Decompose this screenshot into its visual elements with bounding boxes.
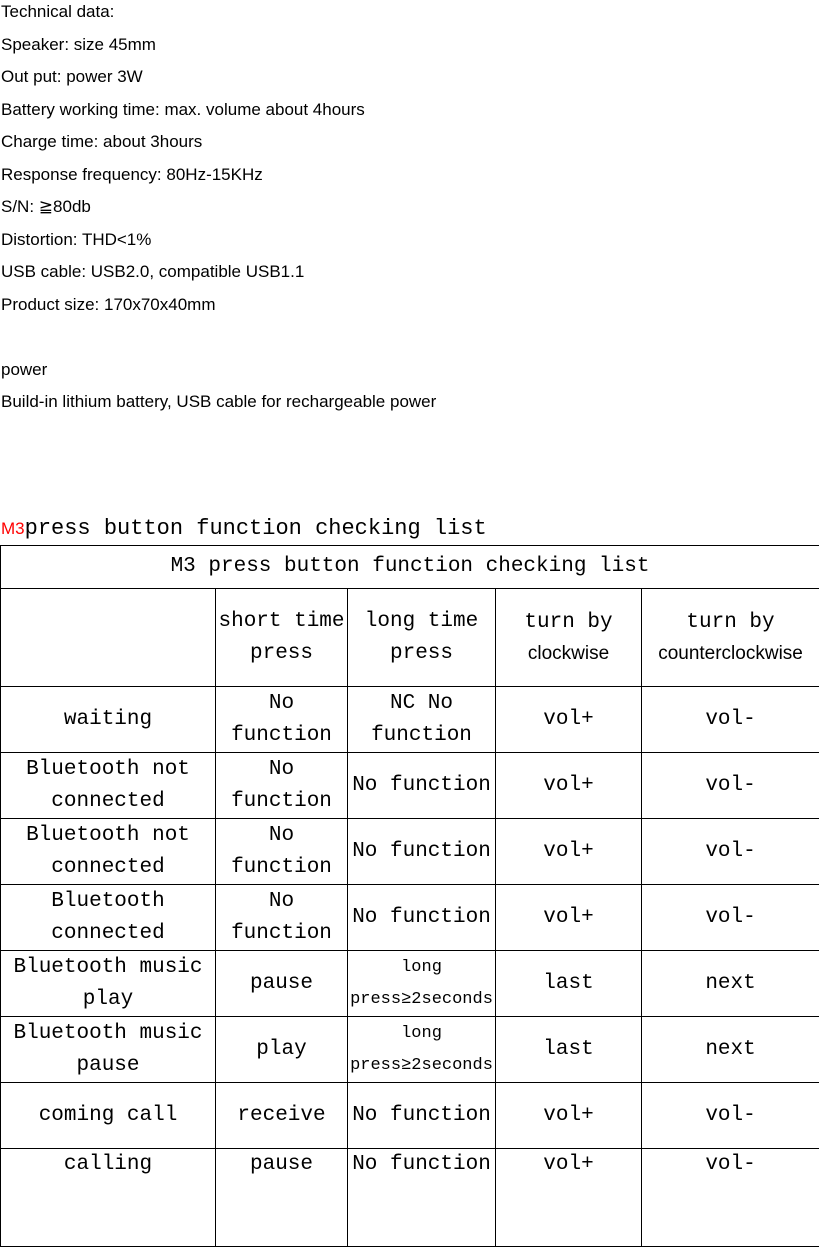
- cell-counterclockwise: next: [642, 1017, 819, 1083]
- cell-clockwise: vol+: [496, 687, 642, 753]
- cell-short-press: pause: [216, 951, 348, 1017]
- cell-clockwise: vol+: [496, 753, 642, 819]
- header-state: [1, 589, 216, 687]
- cell-clockwise: vol+: [496, 1083, 642, 1149]
- table-row: [1, 1017, 819, 1083]
- header-clockwise-line1: turn by: [524, 610, 613, 634]
- cell-clockwise: vol+: [496, 819, 642, 885]
- table-row: [1, 951, 819, 1017]
- table-title: M3 press button function checking list: [1, 546, 819, 589]
- cell-state: Bluetooth music play: [1, 951, 216, 1017]
- cell-counterclockwise: vol-: [642, 753, 819, 819]
- cell-short-press: No function: [216, 819, 348, 885]
- cell-state: Bluetooth not connected: [1, 753, 216, 819]
- spec-speaker: Speaker: size 45mm: [1, 34, 156, 54]
- cell-long-press: No function: [348, 753, 496, 819]
- section-prefix: M3: [1, 519, 25, 538]
- spacer: [1, 325, 801, 358]
- cell-counterclockwise: vol-: [642, 1149, 819, 1247]
- cell-long-press: No function: [348, 885, 496, 951]
- cell-long-press: NC No function: [348, 687, 496, 753]
- cell-counterclockwise: vol-: [642, 1083, 819, 1149]
- cell-clockwise: vol+: [496, 885, 642, 951]
- spec-distortion: Distortion: THD<1%: [1, 229, 152, 249]
- cell-short-press: play: [216, 1017, 348, 1083]
- spec-snr: S/N: ≧80db: [1, 197, 91, 216]
- header-counterclockwise: [642, 589, 819, 687]
- table-row: [1, 753, 819, 819]
- spec-charge-time: Charge time: about 3hours: [1, 132, 203, 151]
- cell-long-press: No function: [348, 819, 496, 885]
- cell-counterclockwise: vol-: [642, 885, 819, 951]
- cell-short-press: No function: [216, 753, 348, 819]
- cell-state: coming call: [1, 1083, 216, 1149]
- table-row: [1, 819, 819, 885]
- section-title: [1, 514, 487, 544]
- cell-long-press: No function: [348, 1083, 496, 1149]
- table-row: [1, 1149, 819, 1247]
- cell-clockwise: last: [496, 1017, 642, 1083]
- section-title-text: press button function checking list: [24, 516, 487, 541]
- cell-counterclockwise: vol-: [642, 819, 819, 885]
- cell-state: Bluetooth not connected: [1, 819, 216, 885]
- header-counterclockwise-line2: counterclockwise: [658, 642, 803, 664]
- spec-usb-cable: USB cable: USB2.0, compatible USB1.1: [1, 262, 305, 281]
- cell-long-press: long press≥2seconds: [348, 951, 496, 1017]
- cell-short-press: No function: [216, 885, 348, 951]
- power-text: Build-in lithium battery, USB cable for rechargeable power: [1, 392, 437, 411]
- cell-long-press: No function: [348, 1149, 496, 1247]
- header-counterclockwise-line1: turn by: [686, 610, 775, 634]
- spec-output: Out put: power 3W: [1, 67, 143, 86]
- spec-product-size: Product size: 170x70x40mm: [1, 294, 216, 314]
- cell-short-press: No function: [216, 687, 348, 753]
- table-row: [1, 885, 819, 951]
- header-clockwise-line2: clockwise: [527, 642, 610, 664]
- table-header-row: [1, 589, 819, 687]
- cell-state: waiting: [1, 687, 216, 753]
- power-heading: power: [1, 359, 48, 379]
- cell-short-press: pause: [216, 1149, 348, 1247]
- header-clockwise: [496, 589, 642, 687]
- header-long-press: long time press: [348, 589, 496, 687]
- cell-short-press: receive: [216, 1083, 348, 1149]
- cell-counterclockwise: vol-: [642, 687, 819, 753]
- cell-state: Bluetooth music pause: [1, 1017, 216, 1083]
- cell-clockwise: last: [496, 951, 642, 1017]
- cell-state: Bluetooth connected: [1, 885, 216, 951]
- table-row: [1, 687, 819, 753]
- cell-counterclockwise: next: [642, 951, 819, 1017]
- button-function-table: [0, 545, 819, 1247]
- table-row: [1, 1083, 819, 1149]
- cell-state: calling: [1, 1149, 216, 1247]
- header-short-press: short time press: [216, 589, 348, 687]
- spec-battery-time: Battery working time: max. volume about 4hours: [1, 99, 365, 119]
- technical-data-section: [1, 0, 801, 423]
- spec-response-frequency: Response frequency: 80Hz-15KHz: [1, 164, 263, 184]
- cell-clockwise: vol+: [496, 1149, 642, 1247]
- tech-heading: Technical data:: [1, 2, 115, 21]
- cell-long-press: long press≥2seconds: [348, 1017, 496, 1083]
